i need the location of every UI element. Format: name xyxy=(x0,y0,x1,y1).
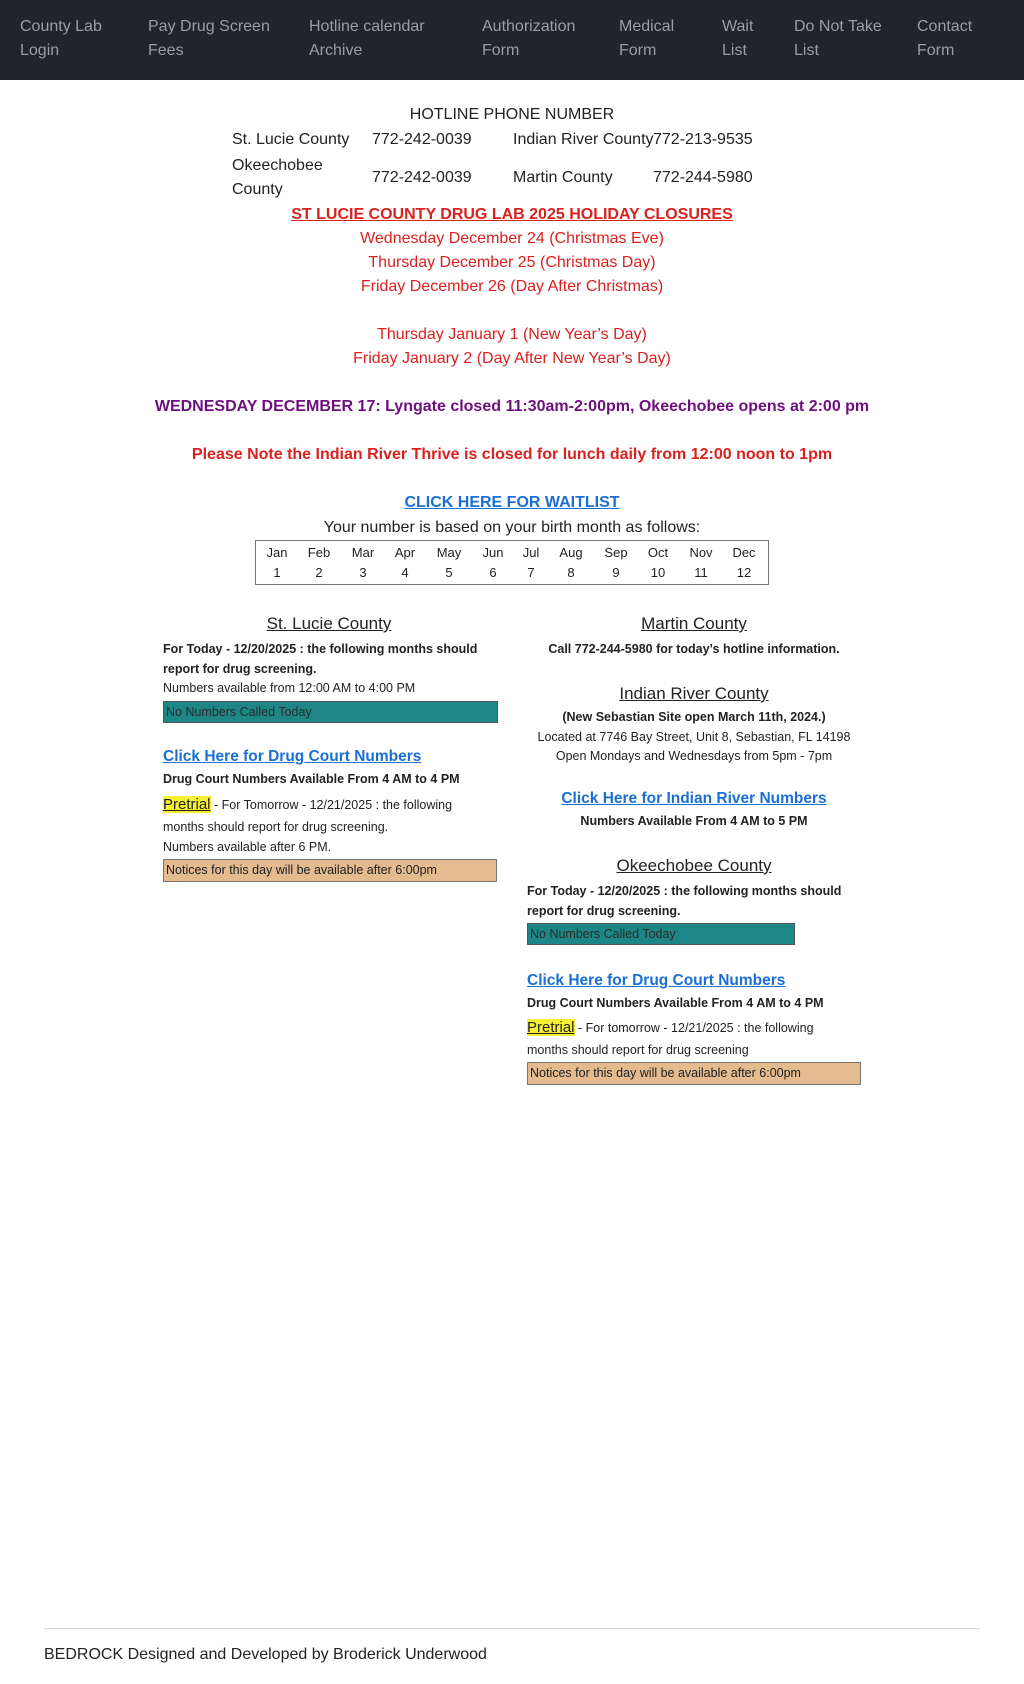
footer-divider xyxy=(44,1628,980,1629)
stlucie-pretrial-line xyxy=(163,795,452,815)
closure-line: Friday December 26 (Day After Christmas) xyxy=(360,278,664,295)
nav-county-lab-login[interactable] xyxy=(20,15,102,63)
month-number: 4 xyxy=(401,565,409,580)
nav-contact-form[interactable] xyxy=(917,15,972,63)
okeechobee-pretrial-link[interactable]: Pretrial xyxy=(527,1019,575,1036)
month-column xyxy=(550,543,592,583)
month-number: 11 xyxy=(694,565,708,580)
pretrial-text: - For Tomorrow - 12/21/2025 : the following xyxy=(210,798,453,812)
hotline-county: St. Lucie County xyxy=(232,131,350,148)
birth-month-note: Your number is based on your birth month as follows: xyxy=(323,519,701,536)
stlucie-pretrial-line: months should report for drug screening. xyxy=(163,820,389,834)
stlucie-drug-court-link[interactable]: Click Here for Drug Court Numbers xyxy=(163,748,422,765)
month-name: Jul xyxy=(522,545,540,560)
hotline-phone: 772-244-5980 xyxy=(653,169,753,186)
month-column xyxy=(510,543,552,583)
month-name: Aug xyxy=(559,545,583,560)
month-name: Sep xyxy=(604,545,628,560)
nav-label: County Lab xyxy=(20,18,102,35)
okeechobee-heading: Okeechobee County xyxy=(616,856,772,875)
month-name: Mar xyxy=(351,545,375,560)
indianriver-site: (New Sebastian Site open March 11th, 2024.) xyxy=(562,710,826,724)
nav-label: Medical xyxy=(619,18,675,35)
hotline-phone: 772-242-0039 xyxy=(372,131,472,148)
nav-label: Contact xyxy=(917,18,973,35)
martin-call-info: Call 772-244-5980 for today’s hotline information. xyxy=(548,642,840,656)
nav-label: Pay Drug Screen xyxy=(148,18,270,35)
closure-line: Thursday January 1 (New Year’s Day) xyxy=(377,326,647,343)
hotline-county-line: Okeechobee xyxy=(232,157,323,174)
stlucie-today-line: For Today - 12/20/2025 : the following months should xyxy=(163,642,478,656)
month-number: 2 xyxy=(315,565,323,580)
nav-hotline-calendar-archive[interactable] xyxy=(309,15,425,63)
nav-pay-drug-screen-fees[interactable] xyxy=(148,15,270,63)
okeechobee-today-line: For Today - 12/20/2025 : the following months should xyxy=(527,884,842,898)
okeechobee-court-availability: Drug Court Numbers Available From 4 AM to 4 PM xyxy=(527,996,824,1010)
hotline-phone: 772-213-9535 xyxy=(653,131,753,148)
nav-label: Form xyxy=(917,42,955,59)
month-column xyxy=(680,543,722,583)
month-column xyxy=(342,543,384,583)
okeechobee-drug-court-link[interactable]: Click Here for Drug Court Numbers xyxy=(527,972,786,989)
month-number: 5 xyxy=(445,565,453,580)
stlucie-availability: Numbers available from 12:00 AM to 4:00 PM xyxy=(163,681,416,695)
stlucie-heading: St. Lucie County xyxy=(266,614,392,633)
nav-label: Do Not Take xyxy=(794,18,882,35)
okeechobee-pretrial-line xyxy=(527,1018,814,1038)
pretrial-text: - For tomorrow - 12/21/2025 : the following xyxy=(574,1021,814,1035)
month-name: Apr xyxy=(394,545,416,560)
okeechobee-status-bar: No Numbers Called Today xyxy=(527,923,795,945)
hotline-county: Indian River County xyxy=(513,131,654,148)
hotline-phone: 772-242-0039 xyxy=(372,169,472,186)
month-column xyxy=(472,543,514,583)
nav-label: Login xyxy=(20,42,60,59)
month-number: 10 xyxy=(650,565,666,580)
month-name: May xyxy=(436,545,462,560)
month-name: Oct xyxy=(647,545,669,560)
month-number: 6 xyxy=(489,565,497,580)
month-name: Jan xyxy=(266,545,288,560)
nav-medical-form[interactable] xyxy=(619,15,674,63)
month-column xyxy=(298,543,340,583)
martin-heading: Martin County xyxy=(641,614,747,633)
holiday-closures-title: ST LUCIE COUNTY DRUG LAB 2025 HOLIDAY CLOSURES xyxy=(291,206,733,223)
month-column xyxy=(595,543,637,583)
stlucie-notice-bar: Notices for this day will be available after 6:00pm xyxy=(163,859,497,882)
indianriver-heading: Indian River County xyxy=(619,684,769,703)
nav-label: Form xyxy=(619,42,657,59)
notice-purple: WEDNESDAY DECEMBER 17: Lyngate closed 11:30am-2:00pm, Okeechobee opens at 2:00 pm xyxy=(154,398,870,415)
indianriver-address: Located at 7746 Bay Street, Unit 8, Sebastian, FL 14198 xyxy=(537,730,851,744)
month-number: 7 xyxy=(527,565,535,580)
stlucie-today-line: report for drug screening. xyxy=(163,662,317,676)
closure-line: Friday January 2 (Day After New Year’s Day) xyxy=(353,350,671,367)
nav-label: Form xyxy=(482,42,520,59)
month-number: 9 xyxy=(612,565,620,580)
stlucie-court-availability: Drug Court Numbers Available From 4 AM to 4 PM xyxy=(163,772,460,786)
hotline-county: Martin County xyxy=(513,169,613,186)
month-name: Feb xyxy=(307,545,331,560)
top-navbar xyxy=(0,0,1024,80)
nav-label: Fees xyxy=(148,42,184,59)
nav-label: Authorization xyxy=(482,18,576,35)
footer-credit: BEDROCK Designed and Developed by Broderick Underwood xyxy=(44,1646,487,1663)
okeechobee-today-line: report for drug screening. xyxy=(527,904,681,918)
month-column xyxy=(723,543,765,583)
nav-label: Archive xyxy=(309,42,363,59)
month-number: 8 xyxy=(567,565,575,580)
okeechobee-pretrial-line: months should report for drug screening xyxy=(527,1043,749,1057)
closure-line: Thursday December 25 (Christmas Day) xyxy=(368,254,656,271)
indianriver-availability: Numbers Available From 4 AM to 5 PM xyxy=(580,814,808,828)
nav-label: List xyxy=(722,42,747,59)
indianriver-numbers-link[interactable]: Click Here for Indian River Numbers xyxy=(561,790,827,807)
stlucie-pretrial-link[interactable]: Pretrial xyxy=(163,796,211,813)
closure-line: Wednesday December 24 (Christmas Eve) xyxy=(360,230,664,247)
nav-label: List xyxy=(794,42,819,59)
month-column xyxy=(256,543,298,583)
month-number: 3 xyxy=(359,565,367,580)
month-number: 1 xyxy=(273,565,281,580)
nav-do-not-take-list[interactable] xyxy=(794,15,882,63)
nav-authorization-form[interactable] xyxy=(482,15,575,63)
nav-label: Hotline calendar xyxy=(309,18,425,35)
month-column xyxy=(637,543,679,583)
birth-month-table xyxy=(255,540,769,585)
indianriver-hours: Open Mondays and Wednesdays from 5pm - 7pm xyxy=(555,749,833,763)
hotline-county xyxy=(232,154,323,202)
hotline-title: HOTLINE PHONE NUMBER xyxy=(409,106,615,123)
month-column xyxy=(428,543,470,583)
nav-wait-list[interactable] xyxy=(722,15,753,63)
okeechobee-notice-bar: Notices for this day will be available after 6:00pm xyxy=(527,1062,861,1085)
stlucie-status-bar: No Numbers Called Today xyxy=(163,701,498,723)
notice-red: Please Note the Indian River Thrive is closed for lunch daily from 12:00 noon to 1pm xyxy=(191,446,833,463)
hotline-county-line: County xyxy=(232,181,283,198)
month-name: Jun xyxy=(482,545,504,560)
month-column xyxy=(384,543,426,583)
month-name: Dec xyxy=(732,545,756,560)
month-name: Nov xyxy=(689,545,713,560)
waitlist-link[interactable]: CLICK HERE FOR WAITLIST xyxy=(404,494,620,511)
nav-label: Wait xyxy=(722,18,754,35)
stlucie-pretrial-line: Numbers available after 6 PM. xyxy=(163,840,332,854)
month-number: 12 xyxy=(736,565,752,580)
